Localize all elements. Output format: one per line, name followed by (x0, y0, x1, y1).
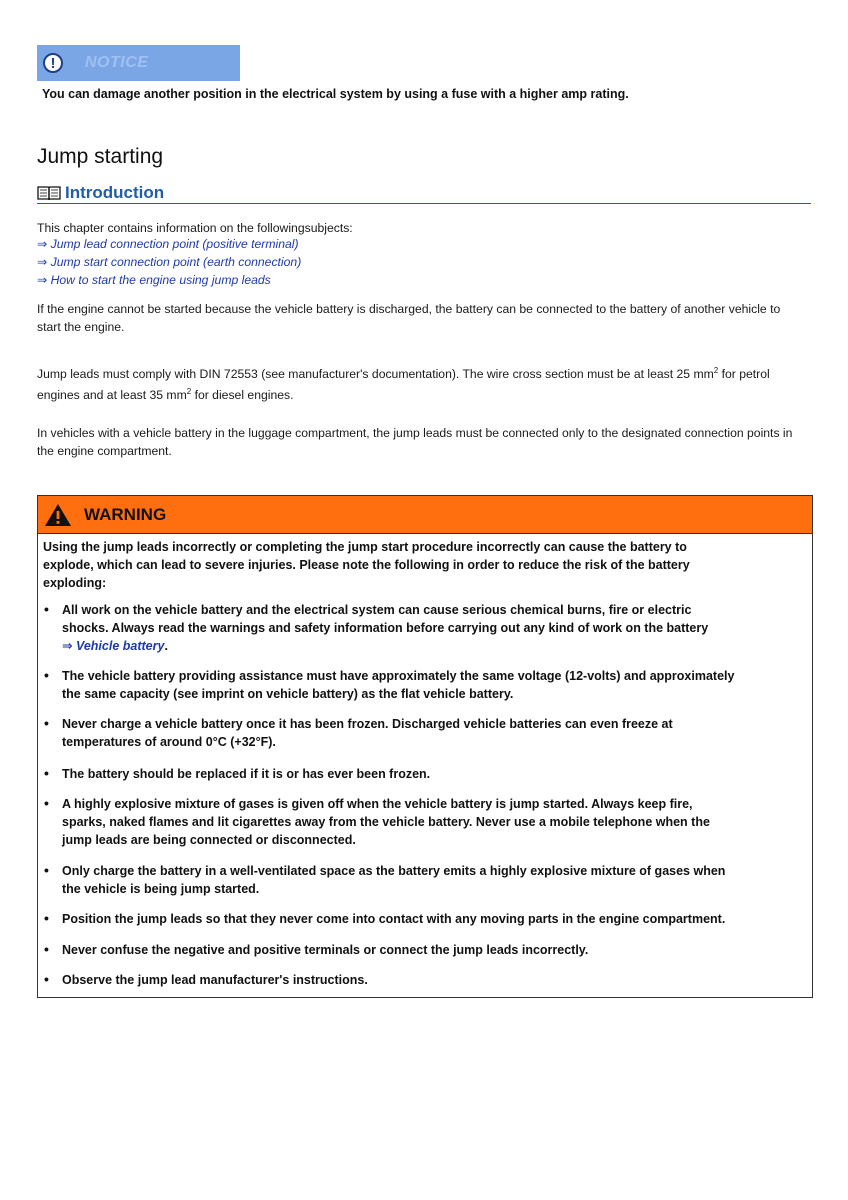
bullet-line: temperatures of around 0°C (+32°F). (62, 735, 276, 749)
intro-title: Introduction (65, 183, 165, 202)
paragraph-2-text-c: engines and at least 35 mm (37, 388, 187, 403)
bullet-icon: • (44, 667, 49, 683)
book-icon (37, 185, 61, 201)
bullet-line: Never charge a vehicle battery once it has been frozen. Discharged vehicle batteries can even freeze at (62, 717, 673, 731)
bullet-icon: • (44, 715, 49, 731)
bullet-line: Position the jump leads so that they never come into contact with any moving parts in the engine compartment. (62, 912, 726, 926)
paragraph-2-text-b: for petrol (718, 367, 770, 382)
bullet-icon: • (44, 910, 49, 926)
warning-header (38, 496, 812, 534)
paragraph-3-line-2: the engine compartment. (37, 444, 172, 458)
vehicle-battery-link[interactable]: Vehicle battery (75, 639, 165, 653)
paragraph-2-text-d: for diesel engines. (191, 388, 294, 403)
ref-end: . (164, 639, 168, 653)
paragraph-1-line-1: If the engine cannot be started because the vehicle battery is discharged, the battery can be connected to the battery of another vehicle to (37, 302, 781, 316)
paragraph-1-line-2: start the engine. (37, 320, 125, 334)
warning-title: WARNING (84, 504, 167, 524)
bullet-line: Only charge the battery in a well-ventilated space as the battery emits a highly explosive mixture of gases when (62, 864, 726, 878)
warning-intro-line-3: exploding: (43, 576, 107, 590)
warning-box (37, 495, 813, 998)
bullet-ref-line (62, 637, 807, 655)
bullet-line: the vehicle is being jump started. (62, 882, 260, 896)
arrow-icon: ⇒ (62, 639, 73, 653)
intro-lead: This chapter contains information on the followingsubjects: (37, 221, 353, 235)
bullet-icon: • (44, 862, 49, 878)
bullet-line: shocks. Always read the warnings and safety information before carrying out any kind of work on the battery (62, 621, 709, 635)
bullet-line: jump leads are being connected or disconnected. (62, 833, 356, 847)
exclamation-circle-icon: ! (43, 53, 63, 73)
bullet-line: Never confuse the negative and positive terminals or connect the jump leads incorrectly. (62, 943, 589, 957)
link-start-engine[interactable]: ⇒ How to start the engine using jump leads (37, 273, 271, 287)
superscript-2: 2 (186, 387, 192, 396)
bullet-line: the same capacity (see imprint on vehicle battery) as the flat vehicle battery. (62, 687, 514, 701)
warning-triangle-icon (44, 503, 72, 527)
bullet-icon: • (44, 795, 49, 811)
bullet-line: The vehicle battery providing assistance must have approximately the same voltage (12-volts) and approximately (62, 669, 735, 683)
bullet-line: A highly explosive mixture of gases is given off when the vehicle battery is jump started. Always keep fire, (62, 797, 693, 811)
paragraph-2-text-a: Jump leads must comply with DIN 72553 (see manufacturer's documentation). The wire cross section must be at least 25 mm (37, 367, 714, 382)
bullet-line: sparks, naked flames and lit cigarettes away from the vehicle battery. Never use a mobile telephone when the (62, 815, 710, 829)
bullet-icon: • (44, 601, 49, 617)
intro-heading (37, 183, 811, 204)
bullet-line: The battery should be replaced if it is or has ever been frozen. (62, 767, 431, 781)
paragraph-2-line-2 (37, 383, 812, 404)
notice-text: You can damage another position in the electrical system by using a fuse with a higher amp rating. (42, 87, 629, 101)
superscript-2: 2 (713, 366, 719, 375)
notice-banner (37, 45, 240, 81)
bullet-line: Observe the jump lead manufacturer's instructions. (62, 973, 368, 987)
warning-intro-line-1: Using the jump leads incorrectly or completing the jump start procedure incorrectly can cause the battery to (43, 540, 687, 554)
paragraph-3-line-1: In vehicles with a vehicle battery in the luggage compartment, the jump leads must be connected only to the designated connection points in (37, 426, 793, 440)
warning-intro-line-2: explode, which can lead to severe injuries. Please note the following in order to reduce the risk of the battery (43, 558, 690, 572)
link-earth-connection[interactable]: ⇒ Jump start connection point (earth connection) (37, 255, 302, 269)
paragraph-2-line-1 (37, 362, 812, 383)
bullet-icon: • (44, 765, 49, 781)
notice-label: NOTICE (85, 54, 149, 71)
bullet-icon: • (44, 941, 49, 957)
bullet-line: All work on the vehicle battery and the electrical system can cause serious chemical burns, fire or electric (62, 603, 692, 617)
link-positive-terminal[interactable]: ⇒ Jump lead connection point (positive terminal) (37, 237, 299, 251)
page-title: Jump starting (37, 145, 164, 168)
bullet-icon: • (44, 971, 49, 987)
